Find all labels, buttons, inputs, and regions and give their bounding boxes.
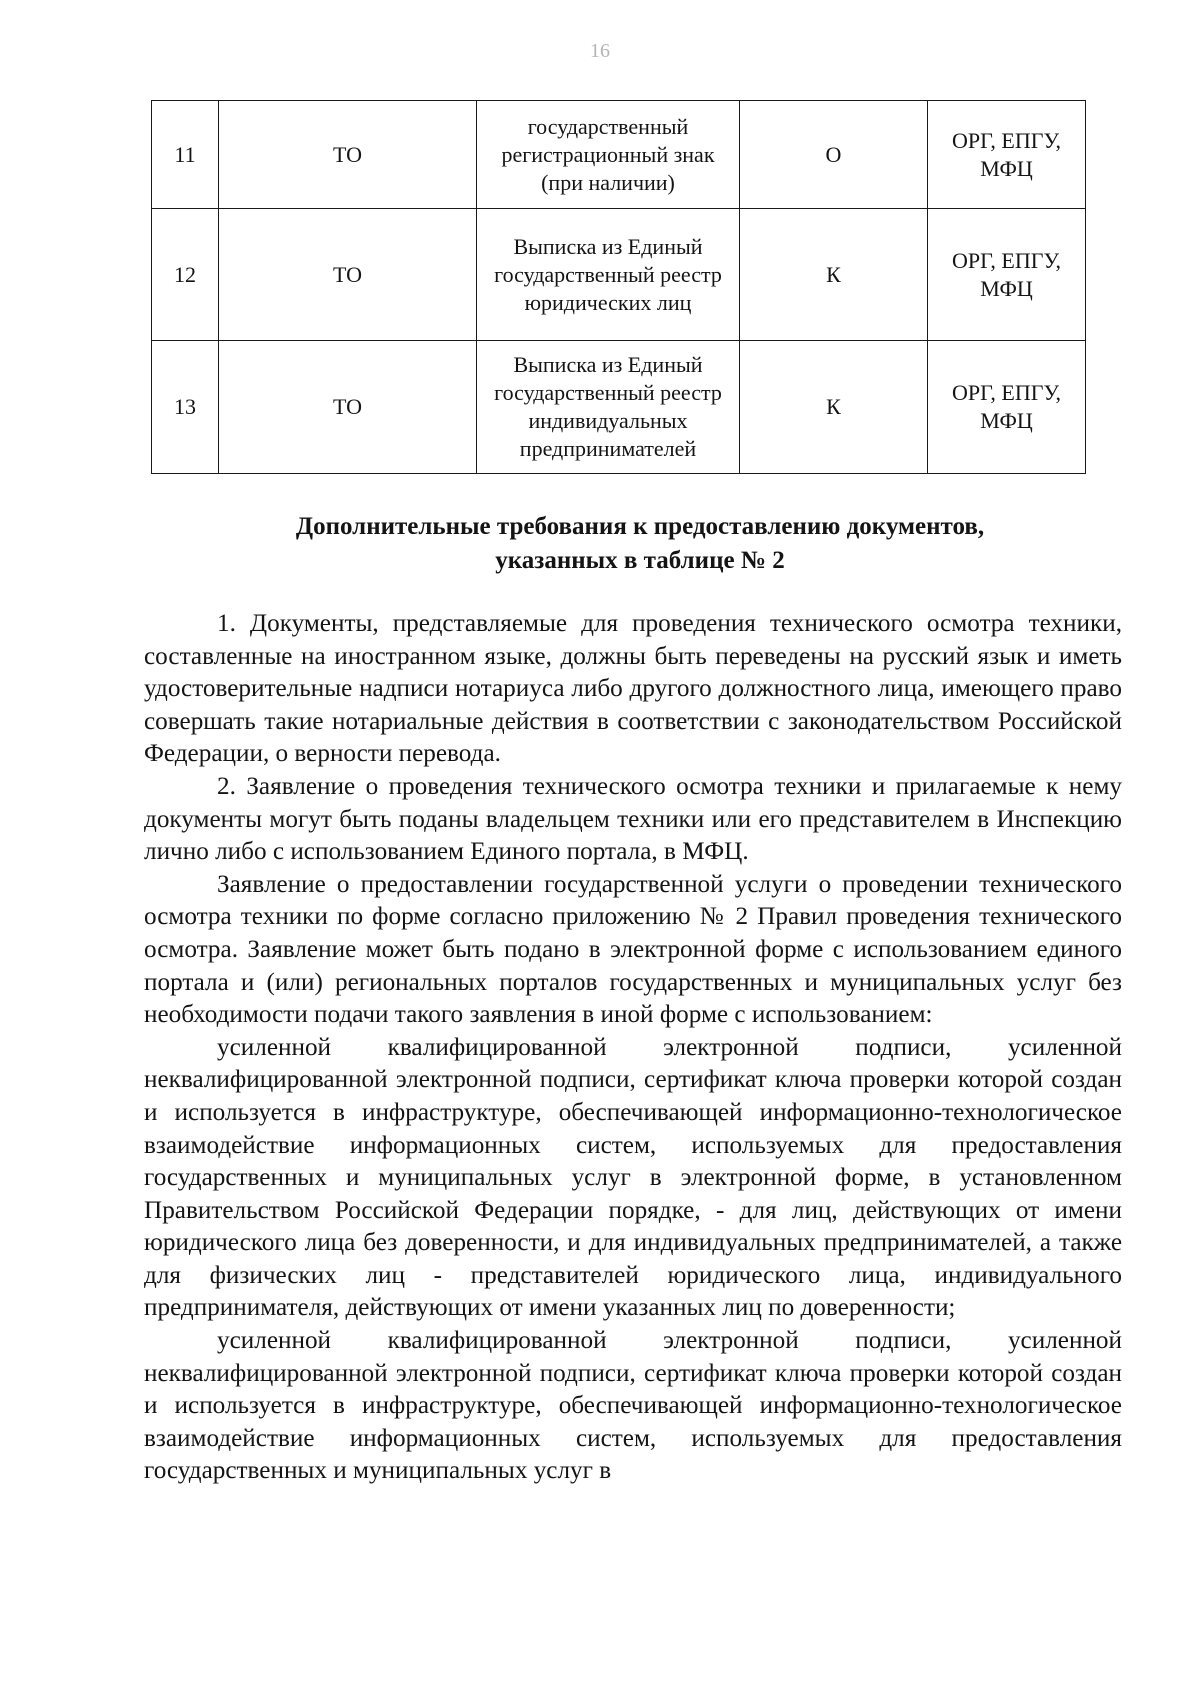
row-number-cell: 13 — [152, 341, 219, 474]
table-row — [152, 341, 1086, 474]
section-heading-line-2: указанных в таблице № 2 — [495, 547, 785, 574]
submission-channels-cell: ОРГ, ЕПГУ, МФЦ — [928, 101, 1086, 209]
document-name-cell: Выписка из Единый государственный реестр индивидуальных предпринимателей — [477, 341, 740, 474]
document-name-cell: государственный регистрационный знак (при наличии) — [477, 101, 740, 209]
submission-channels-cell: ОРГ, ЕПГУ, МФЦ — [928, 341, 1086, 474]
document-body — [144, 608, 1122, 1488]
documents-table — [151, 100, 1086, 474]
document-name-cell: Выписка из Единый государственный реестр юридических лиц — [477, 209, 740, 341]
section-heading-line-1: Дополнительные требования к предоставлению документов, — [295, 513, 985, 540]
paragraph-5: усиленной квалифицированной электронной подписи, усиленной неквалифицированной электронной подписи, сертификат ключа проверки которой создан и используется в инфраструктуре, обеспечивающей информационно-технологическое взаимодействие информационных систем, используемых для предоставления государственных и муниципальных услуг в — [144, 1327, 1122, 1485]
table-row — [152, 101, 1086, 209]
paragraph-3: Заявление о предоставлении государственной услуги о проведении технического осмотра техники по форме согласно приложению № 2 Правил проведения технического осмотра. Заявление может быть подано в электронной форме с использованием единого портала и (или) региональных порталов государственных и муниципальных услуг без необходимости подачи такого заявления в иной форме с использованием: — [144, 870, 1122, 1029]
subject-type-cell: ТО — [219, 341, 477, 474]
requirement-code-cell: К — [740, 341, 928, 474]
row-number-cell: 11 — [152, 101, 219, 209]
subject-type-cell: ТО — [219, 101, 477, 209]
paragraph-2: 2. Заявление о проведения технического осмотра техники и прилагаемые к нему документы могут быть поданы владельцем техники или его представителем в Инспекцию лично либо с использованием Единого портала, в МФЦ. — [144, 772, 1122, 866]
row-number-cell: 12 — [152, 209, 219, 341]
submission-channels-cell: ОРГ, ЕПГУ, МФЦ — [928, 209, 1086, 341]
paragraph-4: усиленной квалифицированной электронной подписи, усиленной неквалифицированной электронной подписи, сертификат ключа проверки которой создан и используется в инфраструктуре, обеспечивающей информационно-технологическое взаимодействие информационных систем, используемых для предоставления государственных и муниципальных услуг в электронной форме, в установленном Правительством Российской Федерации порядке, - для лиц, действующих от имени юридического лица без доверенности, и для индивидуальных предпринимателей, а также для физических лиц - представителей юридического лица, индивидуального предпринимателя, действующих от имени указанных лиц по доверенности; — [144, 1033, 1122, 1322]
paragraph-1: 1. Документы, представляемые для проведения технического осмотра техники, составленные на иностранном языке, должны быть переведены на русский язык и иметь удостоверительные надписи нотариуса либо другого должностного лица, имеющего право совершать такие нотариальные действия в соответствии с законодательством Российской Федерации, о верности перевода. — [144, 610, 1122, 768]
requirement-code-cell: О — [740, 101, 928, 209]
subject-type-cell: ТО — [219, 209, 477, 341]
page-number: 16 — [590, 40, 610, 62]
section-heading — [150, 510, 1130, 578]
requirement-code-cell: К — [740, 209, 928, 341]
table-row — [152, 209, 1086, 341]
